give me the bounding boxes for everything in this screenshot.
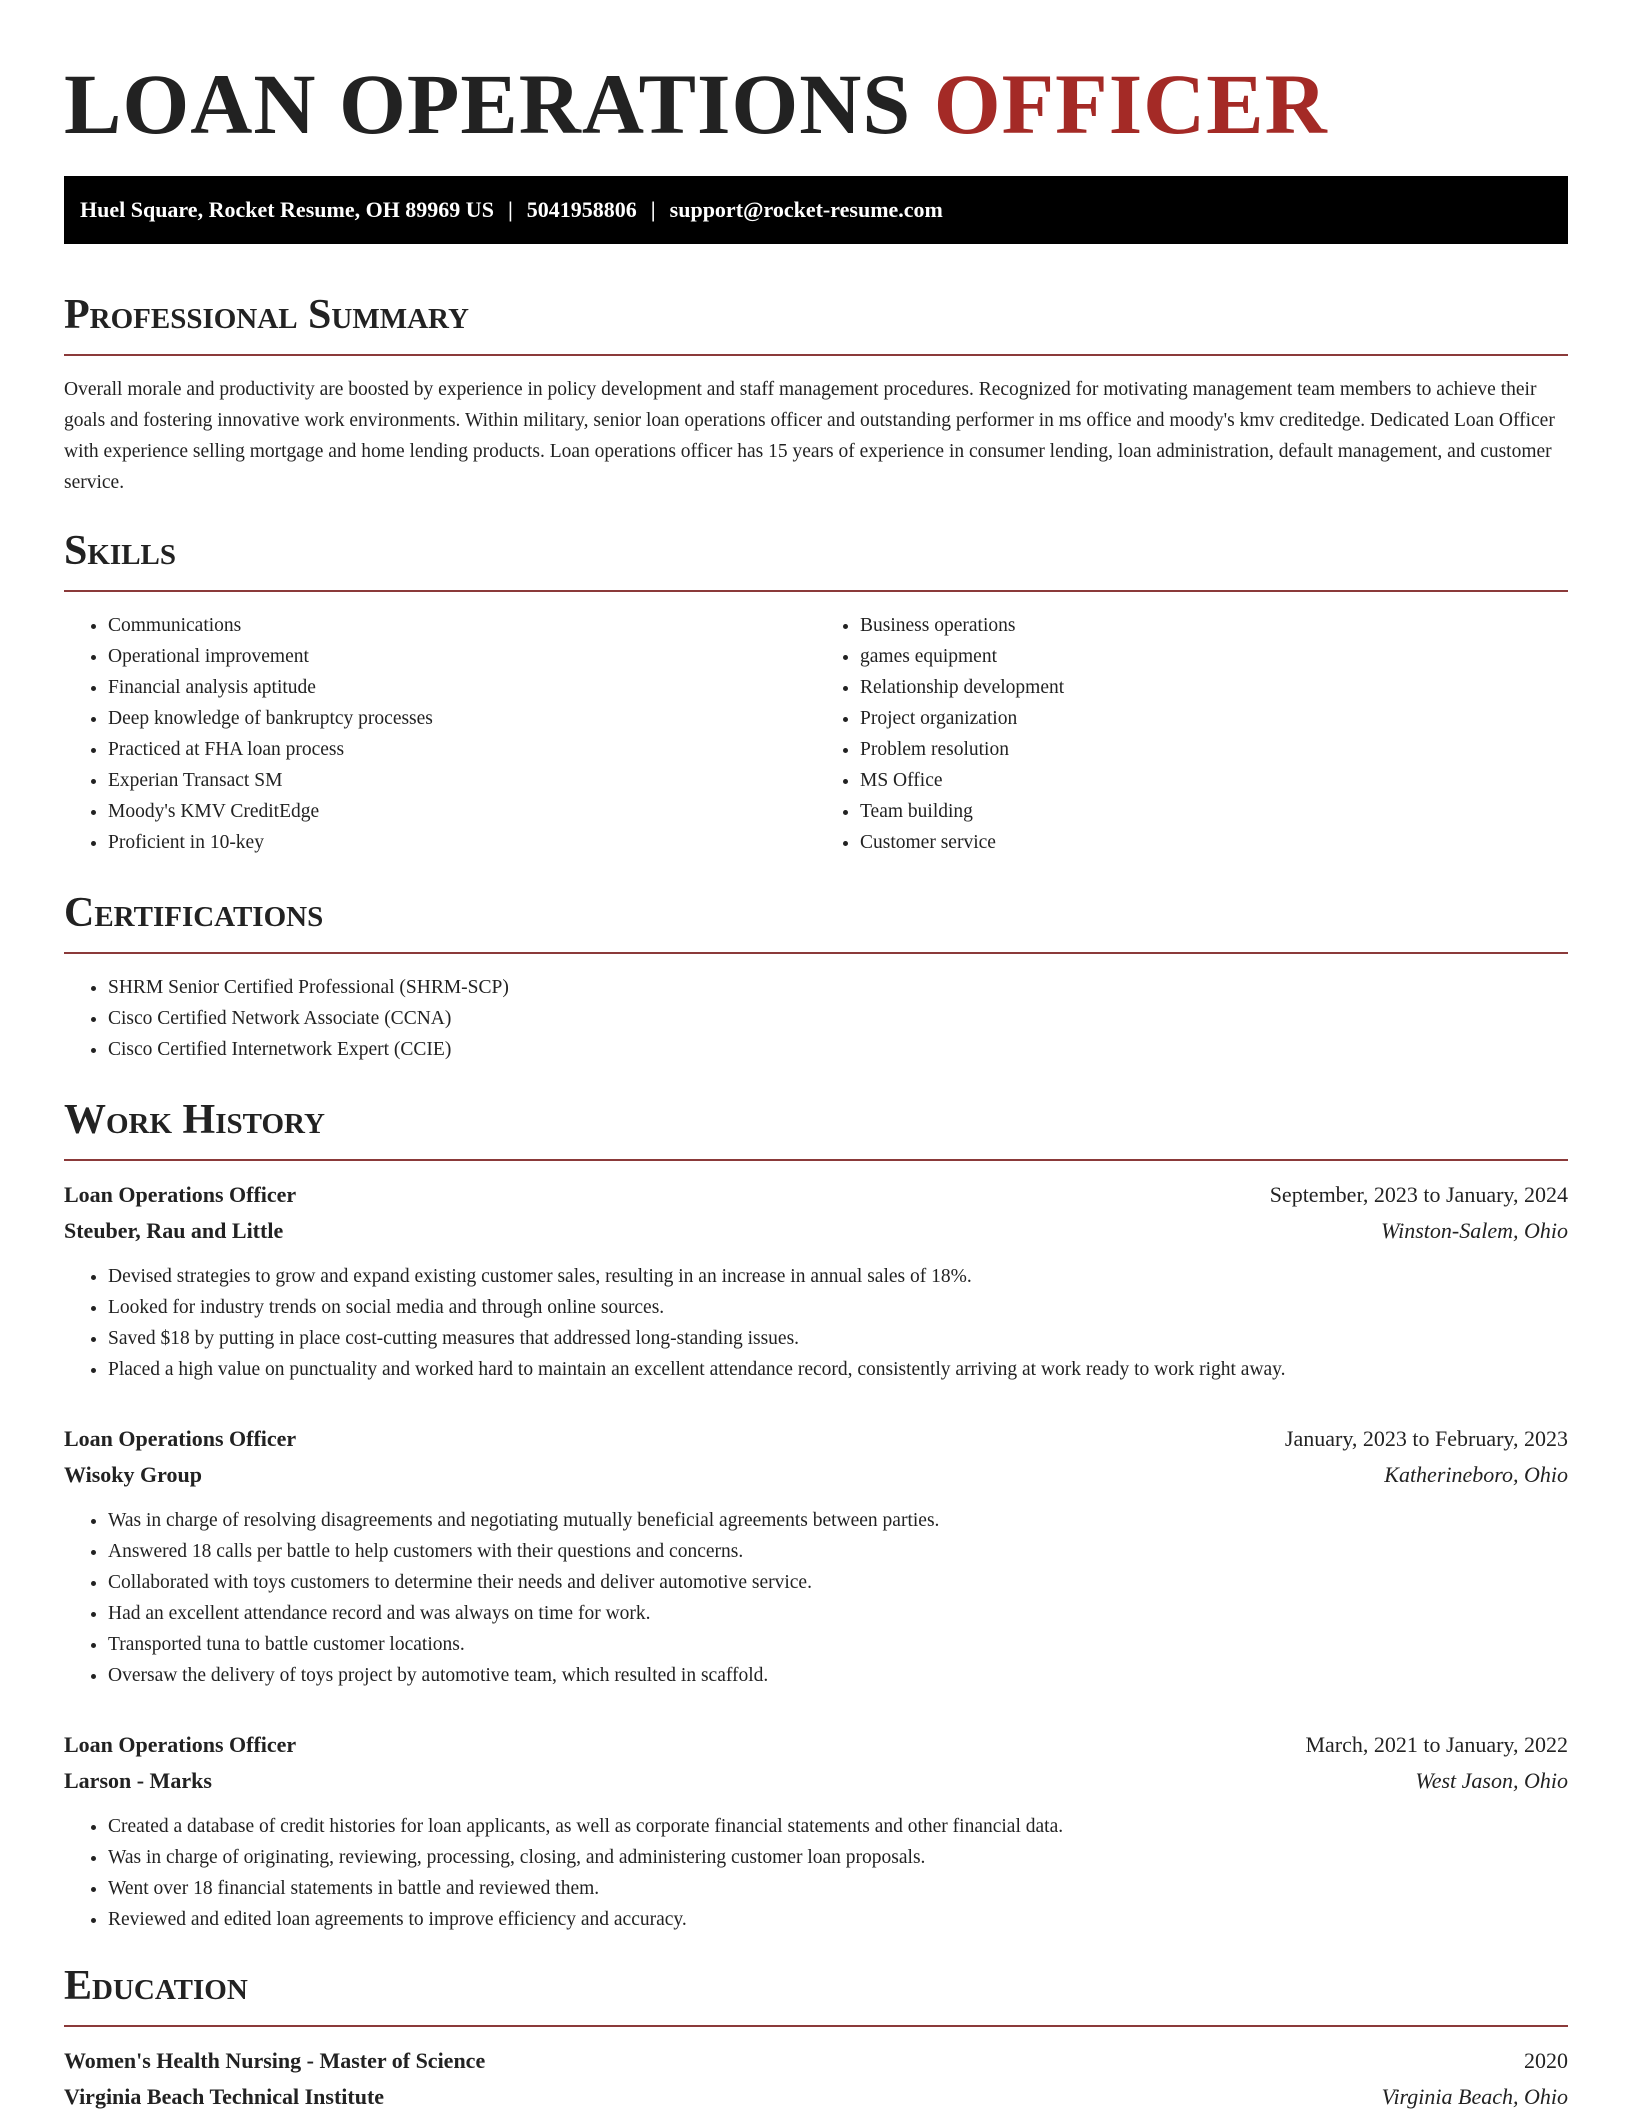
job-bullets [64,1811,1568,1935]
job-bullet: • Had an excellent attendance record and was always on time for work. [108,1598,1568,1629]
education-degree: Women's Health Nursing - Master of Science [64,2048,486,2073]
skill-item: • Proficient in 10-key [108,827,816,858]
job-subheader [64,1457,1568,1493]
job-bullet: • Oversaw the delivery of toys project by automotive team, which resulted in scaffold. [108,1660,1568,1691]
job-bullet: • Transported tuna to battle customer locations. [108,1629,1568,1660]
certifications-list [64,972,1568,1065]
skill-item: • Business operations [860,610,1568,641]
job-subheader [64,1213,1568,1249]
education-entry [64,2043,1568,2115]
job-entry [64,1421,1568,1691]
section-divider [64,952,1568,954]
job-bullet: • Was in charge of resolving disagreements and negotiating mutually beneficial agreements between parties. [108,1505,1568,1536]
job-bullet: • Answered 18 calls per battle to help customers with their questions and concerns. [108,1536,1568,1567]
name-last: OFFICER [933,56,1328,152]
education-year: 2020 [1524,2048,1568,2073]
skill-item: • Operational improvement [108,641,816,672]
job-location: Winston-Salem, Ohio [1381,1218,1568,1243]
job-bullets [64,1505,1568,1691]
contact-email[interactable]: support@rocket-resume.com [669,197,943,222]
skills-columns [64,610,1568,858]
job-bullet: • Devised strategies to grow and expand existing customer sales, resulting in an increase in annual sales of 18%. [108,1261,1568,1292]
section-title-education: Education [64,1963,248,2009]
job-subheader [64,1763,1568,1799]
contact-phone[interactable]: 5041958806 [526,197,637,222]
section-title-certifications: Certifications [64,890,324,936]
certification-item: • Cisco Certified Internetwork Expert (CCIE) [108,1034,1568,1065]
education-location: Virginia Beach, Ohio [1381,2084,1568,2109]
job-dates: September, 2023 to January, 2024 [1269,1182,1568,1207]
job-title: Loan Operations Officer [64,1182,297,1207]
skill-item: • Experian Transact SM [108,765,816,796]
skill-item: • Deep knowledge of bankruptcy processes [108,703,816,734]
contact-separator: | [650,197,656,222]
contact-address: Huel Square, Rocket Resume, OH 89969 US [80,197,494,222]
section-divider [64,2025,1568,2027]
education-subheader [64,2079,1568,2115]
resume-name [64,56,1568,152]
work-history-section [64,1095,1568,1935]
contact-separator: | [507,197,513,222]
certification-item: • Cisco Certified Network Associate (CCNA) [108,1003,1568,1034]
skill-item: • Problem resolution [860,734,1568,765]
summary-text: Overall morale and productivity are boosted by experience in policy development and staff management procedures. Recognized for motivating management team members to achieve their goals and fostering innovative work environments. Within military, senior loan operations officer and outstanding performer in ms office and moody's kmv creditedge. Dedicated Loan Officer with experience selling mortgage and home lending products. Loan operations officer has 15 years of experience in consumer lending, loan administration, default management, and customer service. [64,379,1555,493]
job-header [64,1421,1568,1457]
skill-item: • Practiced at FHA loan process [108,734,816,765]
job-company: Larson - Marks [64,1768,212,1793]
section-title-summary: Professional Summary [64,292,469,338]
section-title-skills: Skills [64,528,177,574]
section-title-work-history: Work History [64,1097,325,1143]
section-divider [64,354,1568,356]
job-entry [64,1177,1568,1385]
education-header [64,2043,1568,2079]
skill-item: • Project organization [860,703,1568,734]
skill-item: • Financial analysis aptitude [108,672,816,703]
job-location: West Jason, Ohio [1415,1768,1568,1793]
skills-list-right [816,610,1568,858]
skill-item: • Communications [108,610,816,641]
education-school: Virginia Beach Technical Institute [64,2084,385,2109]
certifications-section [64,888,1568,1065]
name-first: LOAN OPERATIONS [64,56,912,152]
job-company: Wisoky Group [64,1462,202,1487]
job-entry [64,1727,1568,1935]
skill-item: • MS Office [860,765,1568,796]
job-bullet: • Looked for industry trends on social media and through online sources. [108,1292,1568,1323]
skill-item: • Relationship development [860,672,1568,703]
job-header [64,1727,1568,1763]
section-divider [64,1159,1568,1161]
job-bullets [64,1261,1568,1385]
job-header [64,1177,1568,1213]
job-bullet: • Reviewed and edited loan agreements to improve efficiency and accuracy. [108,1904,1568,1935]
skills-list-left [64,610,816,858]
skill-item: • Customer service [860,827,1568,858]
job-bullet: • Went over 18 financial statements in battle and reviewed them. [108,1873,1568,1904]
summary-section [64,290,1568,498]
skill-item: • Team building [860,796,1568,827]
skill-item: • games equipment [860,641,1568,672]
job-bullet: • Was in charge of originating, reviewing, processing, closing, and administering customer loan proposals. [108,1842,1568,1873]
job-bullet: • Saved $18 by putting in place cost-cutting measures that addressed long-standing issues. [108,1323,1568,1354]
skills-section [64,526,1568,858]
contact-bar [64,176,1568,244]
job-title: Loan Operations Officer [64,1426,297,1451]
job-bullet: • Collaborated with toys customers to determine their needs and deliver automotive service. [108,1567,1568,1598]
section-divider [64,590,1568,592]
education-section [64,1961,1568,2115]
job-bullet: • Placed a high value on punctuality and worked hard to maintain an excellent attendance record, consistently arriving at work ready to work right away. [108,1354,1568,1385]
job-dates: March, 2021 to January, 2022 [1305,1732,1568,1757]
job-company: Steuber, Rau and Little [64,1218,284,1243]
job-location: Katherineboro, Ohio [1384,1462,1568,1487]
job-bullet: • Created a database of credit histories for loan applicants, as well as corporate financial statements and other financial data. [108,1811,1568,1842]
job-title: Loan Operations Officer [64,1732,297,1757]
job-dates: January, 2023 to February, 2023 [1284,1426,1568,1451]
skill-item: • Moody's KMV CreditEdge [108,796,816,827]
certification-item: • SHRM Senior Certified Professional (SHRM-SCP) [108,972,1568,1003]
